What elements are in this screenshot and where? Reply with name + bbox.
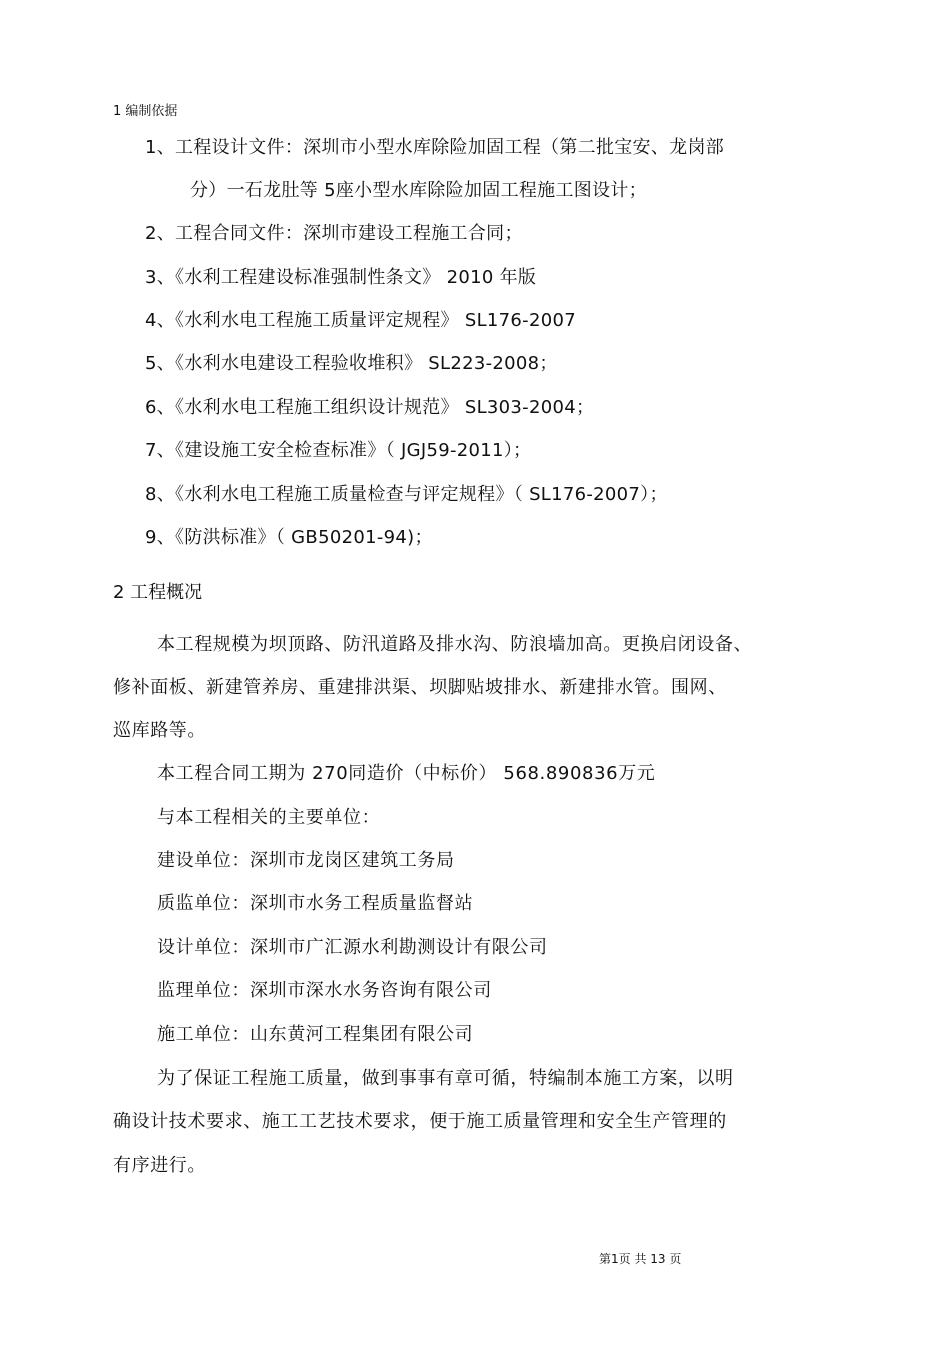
unit-construction: 建设单位：深圳市龙岗区建筑工务局: [157, 850, 455, 871]
section-1-heading: 1 编制依据: [113, 104, 178, 119]
page-number: 第1页 共 13 页: [599, 1252, 682, 1266]
basis-item-5: 5、《水利水电建设工程验收堆积》 SL223-2008；: [145, 353, 558, 374]
basis-item-1-line-1: 1、工程设计文件：深圳市小型水库除险加固工程（第二批宝安、龙岗部: [145, 137, 725, 158]
basis-item-3: 3、《水利工程建设标准强制性条文》 2010 年版: [145, 267, 537, 288]
units-intro: 与本工程相关的主要单位：: [157, 807, 381, 828]
basis-item-9: 9、《防洪标准》（ GB50201-94)；: [145, 527, 433, 548]
scope-line-1: 本工程规模为坝顶路、防汛道路及排水沟、防浪墙加高。更换启闭设备、: [157, 634, 753, 655]
unit-supervision: 监理单位：深圳市深水水务咨询有限公司: [157, 980, 492, 1001]
unit-contractor: 施工单位：山东黄河工程集团有限公司: [157, 1024, 474, 1045]
purpose-line-1: 为了保证工程施工质量，做到事事有章可循，特编制本施工方案，以明: [157, 1068, 734, 1089]
basis-item-6: 6、《水利水电工程施工组织设计规范》 SL303-2004；: [145, 397, 595, 418]
basis-item-7: 7、《建设施工安全检查标准》（ JGJ59-2011）；: [145, 440, 532, 461]
unit-quality: 质监单位：深圳市水务工程质量监督站: [157, 893, 474, 914]
contract-line: 本工程合同工期为 270同造价（中标价） 568.890836万元: [157, 763, 656, 784]
purpose-line-3: 有序进行。: [113, 1155, 206, 1176]
basis-item-8: 8、《水利水电工程施工质量检查与评定规程》（ SL176-2007）；: [145, 484, 668, 505]
scope-line-2: 修补面板、新建管养房、重建排洪渠、坝脚贴坡排水、新建排水管。围网、: [113, 677, 727, 698]
section-2-heading: 2 工程概况: [113, 582, 203, 603]
unit-design: 设计单位：深圳市广汇源水利勘测设计有限公司: [157, 937, 548, 958]
basis-item-2: 2、工程合同文件：深圳市建设工程施工合同；: [145, 223, 523, 244]
scope-line-3: 巡库路等。: [113, 720, 206, 741]
basis-item-1-line-2: 分）一石龙肚等 5座小型水库除险加固工程施工图设计；: [190, 180, 647, 201]
basis-item-4: 4、《水利水电工程施工质量评定规程》 SL176-2007: [145, 310, 576, 331]
purpose-line-2: 确设计技术要求、施工工艺技术要求，便于施工质量管理和安全生产管理的: [113, 1111, 727, 1132]
